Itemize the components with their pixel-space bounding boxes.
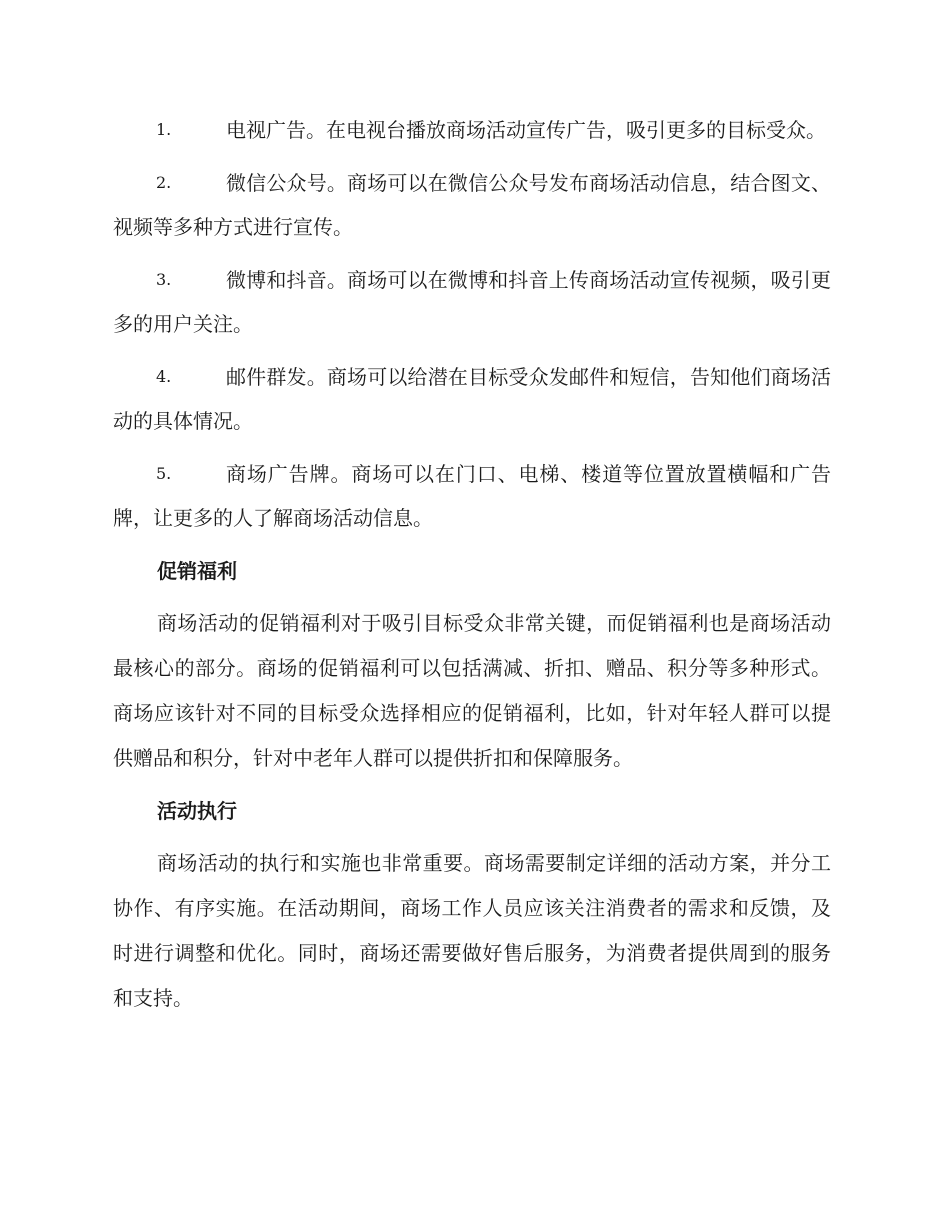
list-number: 3.	[156, 270, 172, 289]
list-item-weibo-douyin	[113, 258, 831, 346]
document-page	[113, 108, 831, 1029]
list-item-text: 邮件群发。商场可以给潜在目标受众发邮件和短信，告知他们商场活动的具体情况。	[113, 365, 831, 433]
list-number: 5.	[156, 464, 172, 483]
list-item-text: 微博和抖音。商场可以在微博和抖音上传商场活动宣传视频，吸引更多的用户关注。	[113, 268, 831, 336]
list-number: 1.	[156, 120, 172, 139]
section-paragraph-promotion: 商场活动的促销福利对于吸引目标受众非常关键，而促销福利也是商场活动最核心的部分。商场的促销福利可以包括满减、折扣、赠品、积分等多种形式。商场应该针对不同的目标受众选择相应的促销福利，比如，针对年轻人群可以提供赠品和积分，针对中老年人群可以提供折扣和保障服务。	[113, 611, 831, 770]
section-heading-promotion: 促销福利	[157, 559, 237, 583]
list-number: 2.	[156, 173, 172, 192]
list-item-text: 商场广告牌。商场可以在门口、电梯、楼道等位置放置横幅和广告牌，让更多的人了解商场活动信息。	[113, 462, 831, 530]
list-item-wechat	[113, 161, 831, 249]
list-item-email	[113, 355, 831, 443]
list-item-billboard	[113, 452, 831, 540]
section-paragraph-execution: 商场活动的执行和实施也非常重要。商场需要制定详细的活动方案，并分工协作、有序实施。在活动期间，商场工作人员应该关注消费者的需求和反馈，及时进行调整和优化。同时，商场还需要做好售后服务，为消费者提供周到的服务和支持。	[113, 851, 831, 1010]
list-item-text: 电视广告。在电视台播放商场活动宣传广告，吸引更多的目标受众。	[226, 118, 826, 142]
list-item-text: 微信公众号。商场可以在微信公众号发布商场活动信息，结合图文、视频等多种方式进行宣传。	[113, 171, 831, 239]
list-number: 4.	[156, 367, 172, 386]
list-item-tv-ads	[113, 108, 831, 152]
section-heading-execution: 活动执行	[157, 799, 237, 823]
